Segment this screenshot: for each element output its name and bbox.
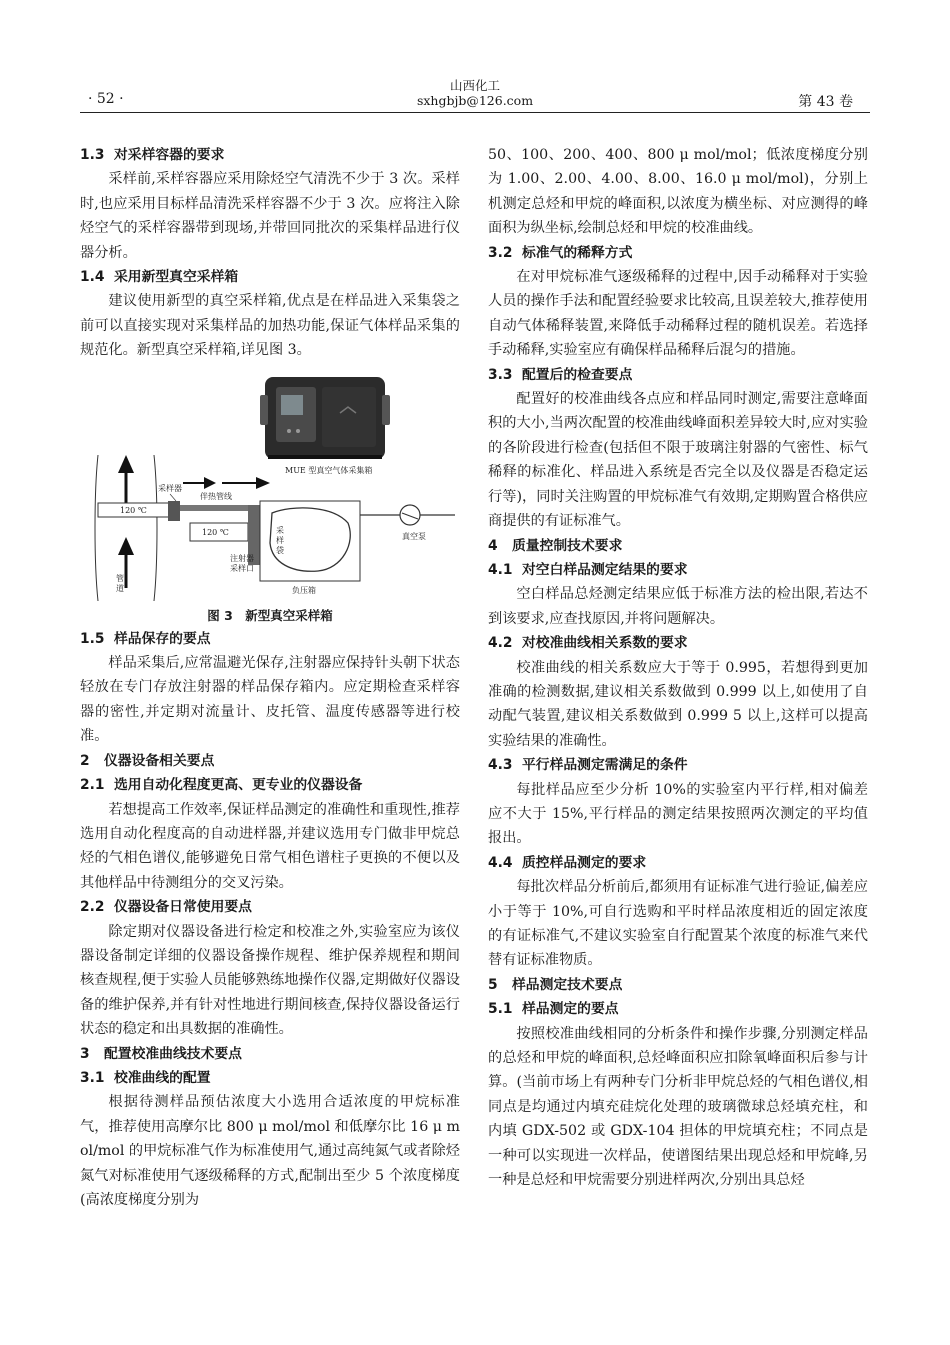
heading-4: 4 质量控制技术要求: [488, 537, 623, 554]
paragraph-2-1: 若想提高工作效率,保证样品测定的准确性和重现性,推荐选用自动化程度高的自动进样器,并建议选用专门做非甲烷总烃的气相色谱仪,能够避免日常气相色谱柱子更换的不便以及其他样品中待测组分的交叉污染。: [80, 801, 460, 891]
heading-2-1: 2.1 选用自动化程度更高、更专业的仪器设备: [80, 777, 363, 794]
vacuum-sampling-box-diagram: [80, 373, 460, 605]
temp-label-2: 120 ℃: [202, 527, 229, 537]
flow-arrow-icon: [183, 477, 270, 489]
bag-label-3: 袋: [276, 545, 284, 555]
heading-4-4: 4.4 质控样品测定的要求: [488, 854, 647, 871]
heading-1-5: 1.5 样品保存的要点: [80, 630, 211, 647]
heading-5-1: 5.1 样品测定的要点: [488, 1001, 619, 1018]
heading-2-2: 2.2 仪器设备日常使用要点: [80, 899, 252, 916]
paragraph-4-1: 空白样品总烃测定结果应低于标准方法的检出限,若达不到该要求,应查找原因,并将问题解决。: [488, 586, 868, 627]
figure-3-caption: 图 3 新型真空采样箱: [207, 607, 333, 623]
heading-1-3: 1.3 对采样容器的要求: [80, 147, 225, 163]
journal-header: [380, 78, 570, 108]
heading-5: 5 样品测定技术要点: [488, 976, 623, 993]
temp-label-1: 120 ℃: [120, 505, 147, 515]
bag-label-2: 样: [276, 535, 284, 545]
bag-label-1: 采: [276, 525, 284, 535]
duct-label-1: 管: [116, 573, 124, 583]
heading-3: 3 配置校准曲线技术要点: [80, 1045, 242, 1062]
heading-4-2: 4.2 对校准曲线相关系数的要求: [488, 635, 688, 652]
heading-3-1: 3.1 校准曲线的配置: [80, 1069, 211, 1086]
heading-4-3: 4.3 平行样品测定需满足的条件: [488, 757, 688, 774]
paragraph-3-3: 配置好的校准曲线各点应和样品同时测定,需要注意峰面积的大小,当两次配置的校准曲线峰面积差异较大时,应对实验的各阶段进行检查(包括但不限于玻璃注射器的气密性、标气稀释的标准化、样品进入系统是否完全以及仪器是否稳定运行等)，同时关注购置的甲烷标准气有效期,定期购置合格供应商提供的有证标准气。: [488, 391, 868, 530]
injector-label-1: 注射器: [230, 553, 254, 563]
duct-label-2: 道: [116, 583, 124, 593]
box-name-label: MUE 型真空气体采集箱: [285, 465, 373, 475]
figure-3: [80, 373, 460, 605]
paragraph-3-1: 根据待测样品预估浓度大小选用合适浓度的甲烷标准气，推荐使用高摩尔比 800 μ mol/mol 和低摩尔比 16 μ mol/mol 的甲烷标准气作为标准使用气,通过高纯氮气或者除烃氮气对标准使用气逐级稀释的方式,配制出至少 5 个浓度梯度(高浓度梯度分别为: [80, 1094, 460, 1208]
paragraph-4-2: 校准曲线的相关系数应大于等于 0.995，若想得到更加准确的检测数据,建议相关系数做到 0.999 以上,如使用了自动配气装置,建议相关系数做到 0.999 5 以上,这样可以提高实验结果的准确性。: [488, 659, 868, 749]
heading-4-1: 4.1 对空白样品测定结果的要求: [488, 561, 688, 578]
heading-3-3: 3.3 配置后的检查要点: [488, 366, 633, 383]
left-column: [80, 143, 460, 1212]
right-column: [488, 143, 868, 1192]
paragraph-1-5: 样品采集后,应常温避光保存,注射器应保持针头朝下状态轻放在专门存放注射器的样品保存箱内。应定期检查采样容器的密性,并定期对流量计、皮托管、温度传感器等进行校准。: [80, 655, 460, 745]
sampling-box-device-image: [260, 377, 390, 459]
vacuum-pump-icon: [400, 505, 455, 525]
heat-pipe-label: 伴热管线: [200, 491, 232, 501]
page-number: · 52 ·: [88, 91, 124, 107]
header-rule: [80, 112, 870, 113]
volume-label: 第 43 卷: [798, 94, 853, 110]
heading-3-2: 3.2 标准气的稀释方式: [488, 244, 633, 261]
paragraph-3-2: 在对甲烷标准气逐级稀释的过程中,因手动稀释对于实验人员的操作手法和配置经验要求比较高,且误差较大,推荐使用自动气体稀释装置,来降低手动稀释过程的随机误差。若选择手动稀释,实验室应有确保样品稀释后混匀的措施。: [488, 269, 868, 359]
paragraph-1-4: 建议使用新型的真空采样箱,优点是在样品进入采集袋之前可以直接实现对采集样品的加热功能,保证气体样品采集的规范化。新型真空采样箱,详见图 3。: [80, 293, 460, 359]
pump-label: 真空泵: [402, 531, 426, 541]
neg-box-label: 负压箱: [292, 585, 316, 595]
injector-label-2: 采样口: [230, 563, 254, 573]
journal-email: sxhgbjb@126.com: [416, 93, 534, 108]
heading-1-4: 1.4 采用新型真空采样箱: [80, 269, 239, 286]
paragraph-4-4: 每批次样品分析前后,都须用有证标准气进行验证,偏差应小于等于 10%,可自行选购和平时样品浓度相近的固定浓度的有证标准气,不建议实验室自行配置某个浓度的标准气来代替有证标准物质。: [488, 879, 868, 969]
sampler-label: 采样器: [158, 483, 182, 493]
paragraph-4-3: 每批样品应至少分析 10%的实验室内平行样,相对偏差应不大于 15%,平行样品的测定结果按照两次测定的平均值报出。: [488, 781, 868, 847]
paragraph-5-1: 按照校准曲线相同的分析条件和操作步骤,分别测定样品的总烃和甲烷的峰面积,总烃峰面积应扣除氧峰面积后参与计算。(当前市场上有两种专门分析非甲烷总烃的气相色谱仪,相同点是均通过内填充硅烷化处理的玻璃微球总烃填充柱，和内填 GDX-502 或 GDX-104 担体的甲烷填充柱；不同点是一种可以实现进一次样品，使谱图结果出现总烃和甲烷峰,另一种是总烃和甲烷需要分别进样两次,分别出具总烃: [488, 1025, 868, 1189]
paragraph-2-2: 除定期对仪器设备进行检定和校准之外,实验室应为该仪器设备制定详细的仪器设备操作规程、维护保养规程和期间核查规程,便于实验人员能够熟练地操作仪器,定期做好仪器设备的维护保养,并有针对性地进行期间核查,保持仪器设备运行状态的稳定和出具数据的准确性。: [80, 923, 460, 1038]
paragraph-3-1-continued: 50、100、200、400、800 μ mol/mol；低浓度梯度分别为 1.00、2.00、4.00、8.00、16.0 μ mol/mol)，分别上机测定总烃和甲烷的峰面积,以浓度为横坐标、对应测得的峰面积为纵坐标,绘制总烃和甲烷的校准曲线。: [488, 147, 868, 237]
heading-2: 2 仪器设备相关要点: [80, 752, 215, 769]
journal-name: 山西化工: [449, 78, 500, 93]
paragraph-1-3: 采样前,采样容器应采用除烃空气清洗不少于 3 次。采样时,也应采用目标样品清洗采样容器不少于 3 次。应将注入除烃空气的采样容器带到现场,并带回同批次的采集样品进行仪器分析。: [80, 171, 460, 261]
